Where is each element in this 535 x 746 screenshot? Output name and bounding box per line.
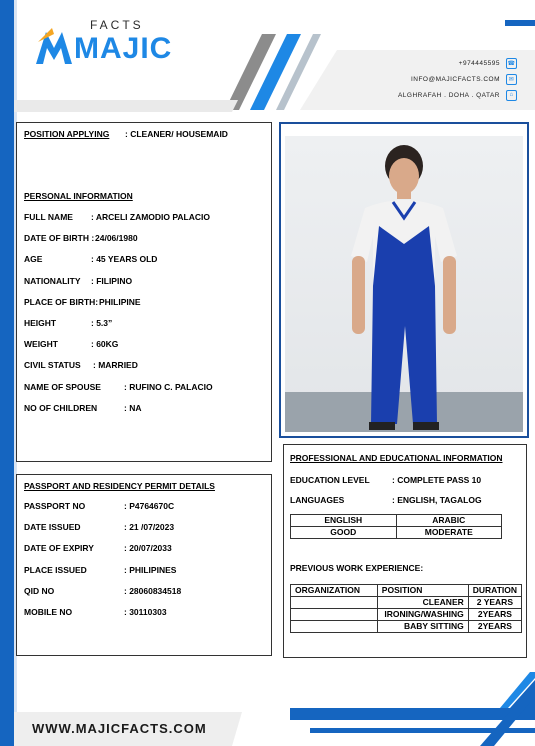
language-cell: ARABIC — [396, 515, 502, 527]
field-value: : 20/07/2033 — [124, 543, 172, 554]
candidate-figure — [285, 136, 523, 432]
logo-facts-text: FACTS — [90, 18, 144, 32]
languages-label: LANGUAGES — [290, 495, 345, 505]
field-label: PASSPORT NO — [24, 501, 86, 511]
field-label: MOBILE NO — [24, 607, 73, 617]
exp-organization — [291, 597, 378, 609]
passport-box — [16, 474, 272, 656]
experience-row — [291, 609, 522, 621]
language-table — [290, 514, 502, 539]
language-table-row — [291, 527, 502, 539]
field-label: CIVIL STATUS — [24, 360, 81, 371]
professional-box — [283, 444, 527, 658]
exp-organization — [291, 621, 378, 633]
exp-header-duration: DURATION — [468, 585, 521, 597]
field-value: : 28060834518 — [124, 585, 182, 596]
field-label: DATE OF EXPIRY — [24, 543, 94, 554]
professional-heading: PROFESSIONAL AND EDUCATIONAL INFORMATION — [290, 453, 503, 463]
contact-address: ALGHRAFAH . DOHA . QATAR — [397, 91, 500, 99]
contact-email-row — [347, 71, 517, 87]
education-label: EDUCATION LEVEL — [290, 475, 370, 485]
field-label: FULL NAME — [24, 212, 73, 222]
field-value: : FILIPINO — [91, 275, 133, 286]
exp-position: BABY SITTING — [377, 621, 468, 633]
contact-block — [347, 55, 517, 103]
field-value: PHILIPINE — [99, 296, 141, 307]
language-table-row — [291, 515, 502, 527]
exp-duration: 2YEARS — [468, 609, 521, 621]
contact-address-row — [347, 87, 517, 103]
field-label: DATE ISSUED — [24, 522, 81, 533]
field-label: NAME OF SPOUSE — [24, 381, 101, 392]
field-value: : 21 /07/2023 — [124, 522, 175, 533]
field-value: : NA — [124, 402, 142, 413]
exp-position: IRONING/WASHING — [377, 609, 468, 621]
field-value: : 5.3” — [91, 318, 113, 328]
position-value: : CLEANER/ HOUSEMAID — [125, 129, 228, 139]
field-label: NO OF CHILDREN — [24, 402, 98, 413]
personal-info-box — [16, 122, 272, 462]
experience-row — [291, 597, 522, 609]
education-value: : COMPLETE PASS 10 — [392, 475, 482, 485]
field-value: : ARCELI ZAMODIO PALACIO — [91, 212, 210, 222]
field-label: QID NO — [24, 585, 55, 596]
contact-phone-row — [347, 55, 517, 71]
field-value: : 30110303 — [124, 607, 167, 617]
experience-table — [290, 584, 522, 633]
exp-duration: 2 YEARS — [468, 597, 521, 609]
language-cell: ENGLISH — [291, 515, 397, 527]
field-label: PLACE ISSUED — [24, 564, 87, 575]
experience-row — [291, 621, 522, 633]
field-label: AGE — [24, 254, 43, 265]
field-label: WEIGHT — [24, 339, 58, 350]
position-row — [24, 129, 228, 139]
experience-header-row — [291, 585, 522, 597]
contact-phone: +974445595 — [458, 59, 500, 67]
contact-email: INFO@MAJICFACTS.COM — [410, 75, 500, 83]
field-label: DATE OF BIRTH : — [24, 233, 95, 244]
home-icon: ⌂ — [506, 90, 517, 101]
field-value: : PHILIPINES — [124, 564, 177, 575]
field-value: : 60KG — [91, 339, 119, 350]
field-value: 24/06/1980 — [95, 233, 138, 244]
footer-website-url: WWW.MAJICFACTS.COM — [32, 721, 207, 736]
exp-organization — [291, 609, 378, 621]
field-value: : P4764670C — [124, 501, 175, 511]
header-underline-bar — [14, 100, 238, 112]
mail-icon: ✉ — [506, 74, 517, 85]
field-label: PLACE OF BIRTH: — [24, 296, 99, 307]
field-value: : RUFINO C. PALACIO — [124, 381, 213, 392]
logo-majic-text: MAJIC — [74, 32, 173, 65]
field-label: NATIONALITY — [24, 275, 81, 286]
exp-position: CLEANER — [377, 597, 468, 609]
personal-heading: PERSONAL INFORMATION — [24, 191, 133, 201]
exp-header-position: POSITION — [377, 585, 468, 597]
language-level-cell: GOOD — [291, 527, 397, 539]
candidate-photo — [285, 136, 523, 432]
passport-heading: PASSPORT AND RESIDENCY PERMIT DETAILS — [24, 481, 215, 491]
language-level-cell: MODERATE — [396, 527, 502, 539]
majic-facts-logo — [32, 18, 172, 78]
footer-bottom-line — [310, 728, 535, 733]
position-label: POSITION APPLYING — [24, 129, 110, 139]
candidate-photo-frame — [279, 122, 529, 438]
field-value: : 45 YEARS OLD — [91, 254, 158, 265]
exp-duration: 2YEARS — [468, 621, 521, 633]
languages-value: : ENGLISH, TAGALOG — [392, 495, 482, 505]
field-label: HEIGHT — [24, 318, 57, 328]
exp-header-organization: ORGANIZATION — [291, 585, 378, 597]
footer-blue-band — [290, 680, 535, 720]
top-right-blue-bar — [505, 20, 535, 26]
field-value: : MARRIED — [93, 360, 138, 371]
phone-icon: ☎ — [506, 58, 517, 69]
experience-heading: PREVIOUS WORK EXPERIENCE: — [290, 563, 424, 573]
